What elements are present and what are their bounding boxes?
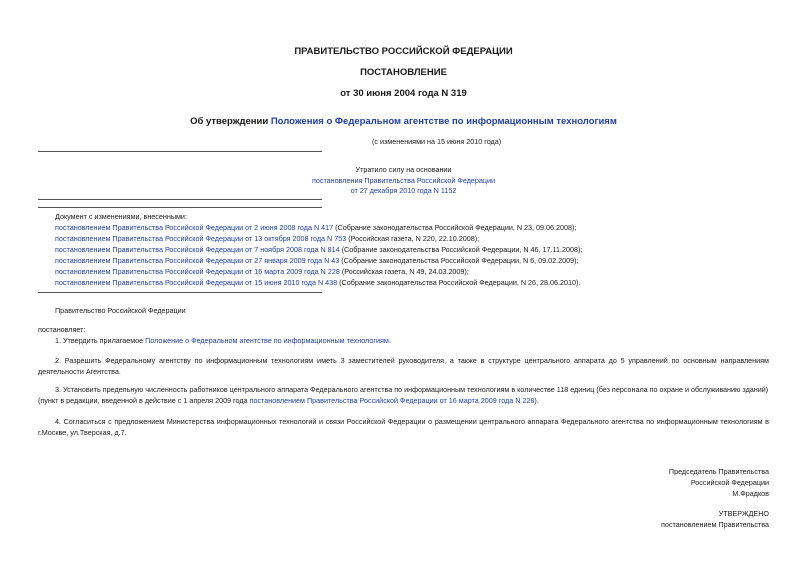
approved-label: УТВЕРЖДЕНО [718, 509, 769, 518]
amendment-item: постановлением Правительства Российской Федерации от 13 октября 2008 года N 753 (Российская газета, N 220, 22.10.2008); [55, 234, 480, 243]
amendment-link[interactable]: постановлением Правительства Российской Федерации от 27 января 2009 года N 43 [55, 256, 340, 265]
amendment-link[interactable]: постановлением Правительства Российской Федерации от 13 октября 2008 года N 753 [55, 234, 347, 243]
divider [38, 199, 322, 200]
void-notice-link-1[interactable]: постановления Правительства Российской Федерации [311, 176, 496, 185]
paragraph-4: 4. Согласиться с предложением Министерства информационных технологий и связи Российской Федерации о размещении центрального аппарата Федерального агентства по информационным технологиям в г.Москве, ул.Тверская, д.7. [38, 417, 769, 437]
amendment-item: постановлением Правительства Российской Федерации от 15 июня 2010 года N 438 (Собрание законодательства Российской Федерации, N 26, 28.06.2010). [55, 278, 581, 287]
amendments-intro: Документ с изменениями, внесенными: [55, 212, 187, 221]
void-notice-link-2[interactable]: от 27 декабря 2010 года N 1152 [350, 186, 457, 195]
decrees-text: постановляет: [38, 325, 86, 334]
document-title [0, 116, 807, 127]
paragraph-1: 1. Утвердить прилагаемое Положение о Федеральном агентстве по информационным технологиям. [55, 336, 391, 345]
regulation-link[interactable]: Положение о Федеральном агентстве по информационным технологиям [145, 336, 389, 345]
amendment-link[interactable]: постановлением Правительства Российской Федерации от 16 марта 2009 года N 228 [249, 396, 535, 405]
doc-type-heading: ПОСТАНОВЛЕНИЕ [360, 67, 447, 78]
regulation-link[interactable]: Положения о Федеральном агентстве по информационным технологиям [270, 116, 617, 127]
paragraph-2: 2. Разрешить Федеральному агентству по информационным технологиям иметь 3 заместителей руководителя, а также в структуре центрального аппарата до 5 управлений по основным направлениям деятельности Агентства. [38, 356, 769, 376]
title-prefix: Об утверждении [190, 116, 271, 127]
amendment-link[interactable]: постановлением Правительства Российской Федерации от 2 июня 2008 года N 417 [55, 223, 334, 232]
government-text: Правительство Российской Федерации [55, 306, 186, 315]
amendment-link[interactable]: постановлением Правительства Российской Федерации от 15 июня 2010 года N 438 [55, 278, 338, 287]
org-heading: ПРАВИТЕЛЬСТВО РОССИЙСКОЙ ФЕДЕРАЦИИ [294, 46, 513, 57]
paragraph-3-note: (пункт в редакции, введенной в действие с 1 апреля 2009 года постановлением Правительства Российской Федерации от 16 марта 2009 года N 228). [38, 396, 539, 405]
signature-title: Председатель Правительства [668, 467, 769, 476]
amendment-item: постановлением Правительства Российской Федерации от 2 июня 2008 года N 417 (Собрание законодательства Российской Федерации, N 23, 09.06.2008); [55, 223, 577, 232]
amendment-link[interactable]: постановлением Правительства Российской Федерации от 16 марта 2009 года N 228 [55, 267, 340, 276]
amendment-item: постановлением Правительства Российской Федерации от 7 ноября 2008 года N 814 (Собрание законодательства Российской Федерации, N 46, 17.11.2008); [55, 245, 583, 254]
signature-name: М.Фрадков [732, 489, 769, 498]
amendment-item: постановлением Правительства Российской Федерации от 16 марта 2009 года N 228 (Российская газета, N 49, 24.03.2009); [55, 267, 469, 276]
date-number-heading: от 30 июня 2004 года N 319 [340, 88, 467, 99]
divider [38, 292, 322, 293]
approved-by: постановлением Правительства [661, 520, 769, 529]
paragraph-3: 3. Установить предельную численность работников центрального аппарата Федерального агентства по информационным технологиям в количестве 118 единиц (без персонала по охране и обслуживанию зданий) [55, 385, 769, 394]
void-notice-text: Утратило силу на основании [355, 165, 452, 174]
signature-country: Российской Федерации [690, 478, 769, 487]
amendment-item: постановлением Правительства Российской Федерации от 27 января 2009 года N 43 (Собрание законодательства Российской Федерации, N 6, 09.02.2009); [55, 256, 579, 265]
amendment-link[interactable]: постановлением Правительства Российской Федерации от 7 ноября 2008 года N 814 [55, 245, 340, 254]
changes-note: (с изменениями на 15 июня 2010 года) [372, 137, 502, 146]
divider [38, 151, 322, 152]
divider [38, 207, 322, 208]
